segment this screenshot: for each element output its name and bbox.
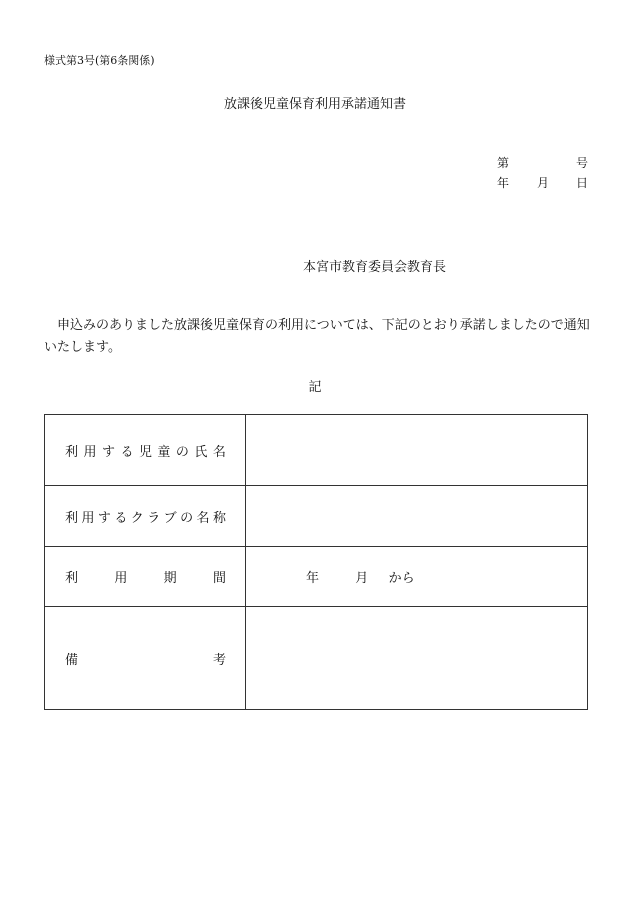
ki-heading: 記 xyxy=(308,380,322,395)
label-usage-period: 利 用 期 間 xyxy=(45,547,246,607)
label-remarks: 備 考 xyxy=(45,607,246,710)
value-usage-period[interactable] xyxy=(246,547,588,607)
value-child-name[interactable] xyxy=(246,415,588,486)
date-year: 年 xyxy=(496,176,509,190)
period-month: 月 xyxy=(355,571,369,586)
notice-body: 申込みのありました放課後児童保育の利用については、下記のとおり承諾しましたので通知いたします。 xyxy=(44,318,590,355)
issuer-name: 本宮市教育委員会教育長 xyxy=(303,260,447,275)
number-prefix: 第 xyxy=(496,156,509,170)
date-day: 日 xyxy=(575,176,588,190)
value-remarks[interactable] xyxy=(246,607,588,710)
form-number: 様式第3号(第6条関係) xyxy=(44,54,155,67)
number-suffix: 号 xyxy=(575,156,588,170)
date-line xyxy=(497,173,588,193)
reference-block xyxy=(497,153,588,193)
label-club-name: 利 用 す る ク ラ ブ の 名 称 xyxy=(45,486,246,547)
document-title: 放課後児童保育利用承諾通知書 xyxy=(223,97,406,112)
table-row-club-name xyxy=(45,486,588,547)
details-table xyxy=(44,414,588,710)
table-row-child-name xyxy=(45,415,588,486)
date-month: 月 xyxy=(536,176,549,190)
label-child-name: 利 用 す る 児 童 の 氏 名 xyxy=(45,415,246,486)
value-club-name[interactable] xyxy=(246,486,588,547)
table-row-remarks xyxy=(45,607,588,710)
period-from: から xyxy=(388,571,415,586)
period-year: 年 xyxy=(306,571,320,586)
document-number-line xyxy=(497,153,588,173)
table-row-usage-period xyxy=(45,547,588,607)
